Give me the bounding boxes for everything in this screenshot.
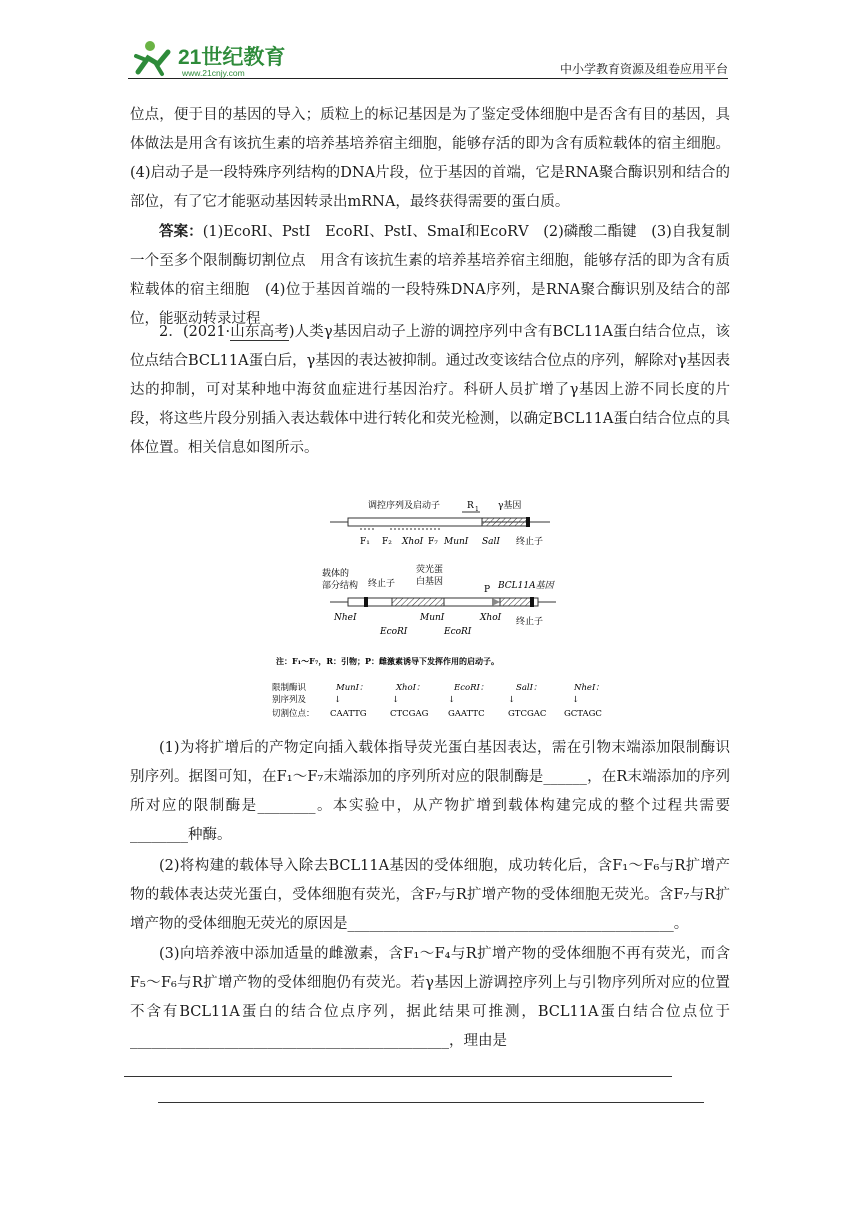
label-r1-sub: 1	[475, 506, 479, 513]
question-2-part-1: (1)为将扩增后的产物定向插入载体指导荧光蛋白基因表达，需在引物末端添加限制酶识别序列。据图可知，在F₁～F₇末端添加的序列所对应的限制酶是______，在R末端添加的序列所对应的限制酶是________。本实验中，从产物扩增到载体构建完成的整个过程共需要________种酶。	[130, 740, 730, 843]
logo-icon	[128, 38, 298, 80]
enzyme-sal: SalⅠ：	[516, 683, 542, 693]
label-vector-2: 部分结构	[322, 581, 359, 591]
figure-note: 注：F₁～F₇，R：引物；P：雌激素诱导下发挥作用的启动子。	[276, 656, 500, 666]
table-label-3: 切割位点：	[272, 709, 315, 719]
sequence-ecor: GAATTC	[448, 709, 485, 719]
label-p: P	[484, 585, 491, 595]
terminator-mark	[526, 517, 530, 527]
gene-figure	[272, 494, 620, 730]
sequence-xho: CTCGAG	[390, 709, 429, 719]
enzyme-mun: MunⅠ：	[336, 683, 368, 693]
site-mun-mid: MunⅠ	[420, 613, 445, 623]
q2-prefix: 2．(2021·	[159, 324, 231, 340]
explanation-paragraph: 位点，便于目的基因的导入；质粒上的标记基因是为了鉴定受体细胞中是否含有目的基因，具体做法是用含有该抗生素的培养基培养宿主细胞，能够存活的即为含有质粒载体的宿主细胞。(4)启动子是一段特殊序列结构的DNA片段，位于基因的首端，它是RNA聚合酶识别和结合的部位，有了它才能驱动基因转录出mRNA，最终获得需要的蛋白质。	[130, 107, 730, 210]
answer-paragraph	[130, 217, 745, 334]
q2-source: 山东高考	[230, 324, 289, 340]
gamma-gene-box	[482, 518, 528, 526]
question-2-stem	[130, 318, 730, 463]
answer-blank-line-2	[158, 1102, 704, 1103]
question-2-part-3: (3)向培养液中添加适量的雌激素，含F₁～F₄与R扩增产物的受体细胞不再有荧光，而含F₅～F₆与R扩增产物的受体细胞仍有荧光。若γ基因上游调控序列上与引物序列所对应的位置不含有BCL11A蛋白的结合位点序列，据此结果可推测，BCL11A蛋白结合位点位于____________________________________________，理由是	[130, 946, 730, 1049]
gamma-gene-diagram	[330, 499, 550, 547]
terminator-mark-mid-2	[530, 597, 534, 607]
cut-arrow-5: ↓	[572, 695, 580, 705]
primer-f7: F₇	[428, 537, 438, 547]
enzyme-nhe: NheⅠ：	[574, 683, 604, 693]
site-name: 中小学教育资源及组卷应用平台	[559, 62, 728, 76]
label-bcl11a: BCL11A基因	[498, 581, 554, 591]
header-rule	[128, 78, 728, 79]
label-regulatory-seq: 调控序列及启动子	[368, 501, 441, 511]
cut-arrow-2: ↓	[392, 695, 400, 705]
answer-text: (1)EcoRⅠ、PstⅠ EcoRⅠ、PstⅠ、SmaⅠ和EcoRⅤ (2)磷酸二酯键 (3)自我复制 一个至多个限制酶切割位点 用含有该抗生素的培养基培养宿主细胞，能够存活的即为含有质粒载体的宿主细胞 (4)位于基因首端的一段特殊DNA序列，是RNA聚合酶识别及结合的部位，能驱动转录过程	[130, 224, 745, 327]
question-2-part-2: (2)将构建的载体导入除去BCL11A基因的受体细胞，成功转化后，含F₁～F₆与R扩增产物的载体表达荧光蛋白，受体细胞有荧光，含F₇与R扩增产物的受体细胞无荧光。含F₇与R扩增产物的受体细胞无荧光的原因是_____________________________________________。	[130, 858, 730, 932]
answer-label: 答案：	[159, 223, 203, 240]
table-label-2: 别序列及	[272, 695, 307, 705]
site-mun: MunⅠ	[444, 537, 469, 547]
site-sal: SalⅠ	[482, 537, 500, 547]
site-xho-mid: XhoⅠ	[480, 613, 502, 623]
q2-text: )人类γ基因启动子上游的调控序列中含有BCL11A蛋白结合位点，该位点结合BCL11A蛋白后，γ基因的表达被抑制。通过改变该结合位点的序列，解除对γ基因表达的抑制，可对某种地中海贫血症进行基因治疗。科研人员扩增了γ基因上游不同长度的片段，将这些片段分别插入表达载体中进行转化和荧光检测，以确定BCL11A蛋白结合位点的具体位置。相关信息如图所示。	[130, 324, 730, 456]
sequence-nhe: GCTAGC	[564, 709, 602, 719]
vector-diagram	[322, 563, 556, 637]
site-ecor-1: EcoRⅠ	[380, 627, 408, 637]
label-r1: R	[467, 501, 474, 511]
enzyme-xho: XhoⅠ：	[396, 683, 425, 693]
logo-text: 21世纪教育	[178, 46, 286, 69]
cut-arrow-3: ↓	[448, 695, 456, 705]
primer-f1: F₁	[360, 537, 370, 547]
label-terminator-mid-2: 终止子	[516, 617, 544, 627]
bcl11a-gene-box	[500, 598, 532, 606]
label-terminator-mid: 终止子	[368, 579, 396, 589]
cut-arrow-4: ↓	[508, 695, 516, 705]
enzyme-ecor: EcoRⅠ：	[454, 683, 489, 693]
primer-f2: F₂	[382, 537, 392, 547]
enzyme-table	[272, 682, 604, 719]
regulatory-box	[348, 518, 482, 526]
cut-arrow-1: ↓	[334, 695, 342, 705]
fluorescent-gene-box	[392, 598, 444, 606]
site-ecor-2: EcoRⅠ	[444, 627, 472, 637]
site-nhe: NheⅠ	[334, 613, 357, 623]
logo-url: www.21cnjy.com	[182, 68, 245, 78]
sequence-sal: GTCGAC	[508, 709, 547, 719]
label-fluorescent: 荧光蛋	[416, 565, 444, 575]
terminator-mark-mid	[364, 597, 368, 607]
label-vector: 载体的	[322, 569, 350, 579]
page-header	[128, 38, 728, 80]
sequence-mun: CAATTG	[330, 709, 367, 719]
label-gamma-gene: γ基因	[498, 501, 522, 511]
table-label-1: 限制酶识	[272, 683, 307, 693]
label-fluorescent-2: 白基因	[416, 577, 444, 587]
label-terminator-top: 终止子	[516, 537, 544, 547]
answer-blank-line-1	[124, 1076, 672, 1077]
site-xho: XhoⅠ	[402, 537, 424, 547]
